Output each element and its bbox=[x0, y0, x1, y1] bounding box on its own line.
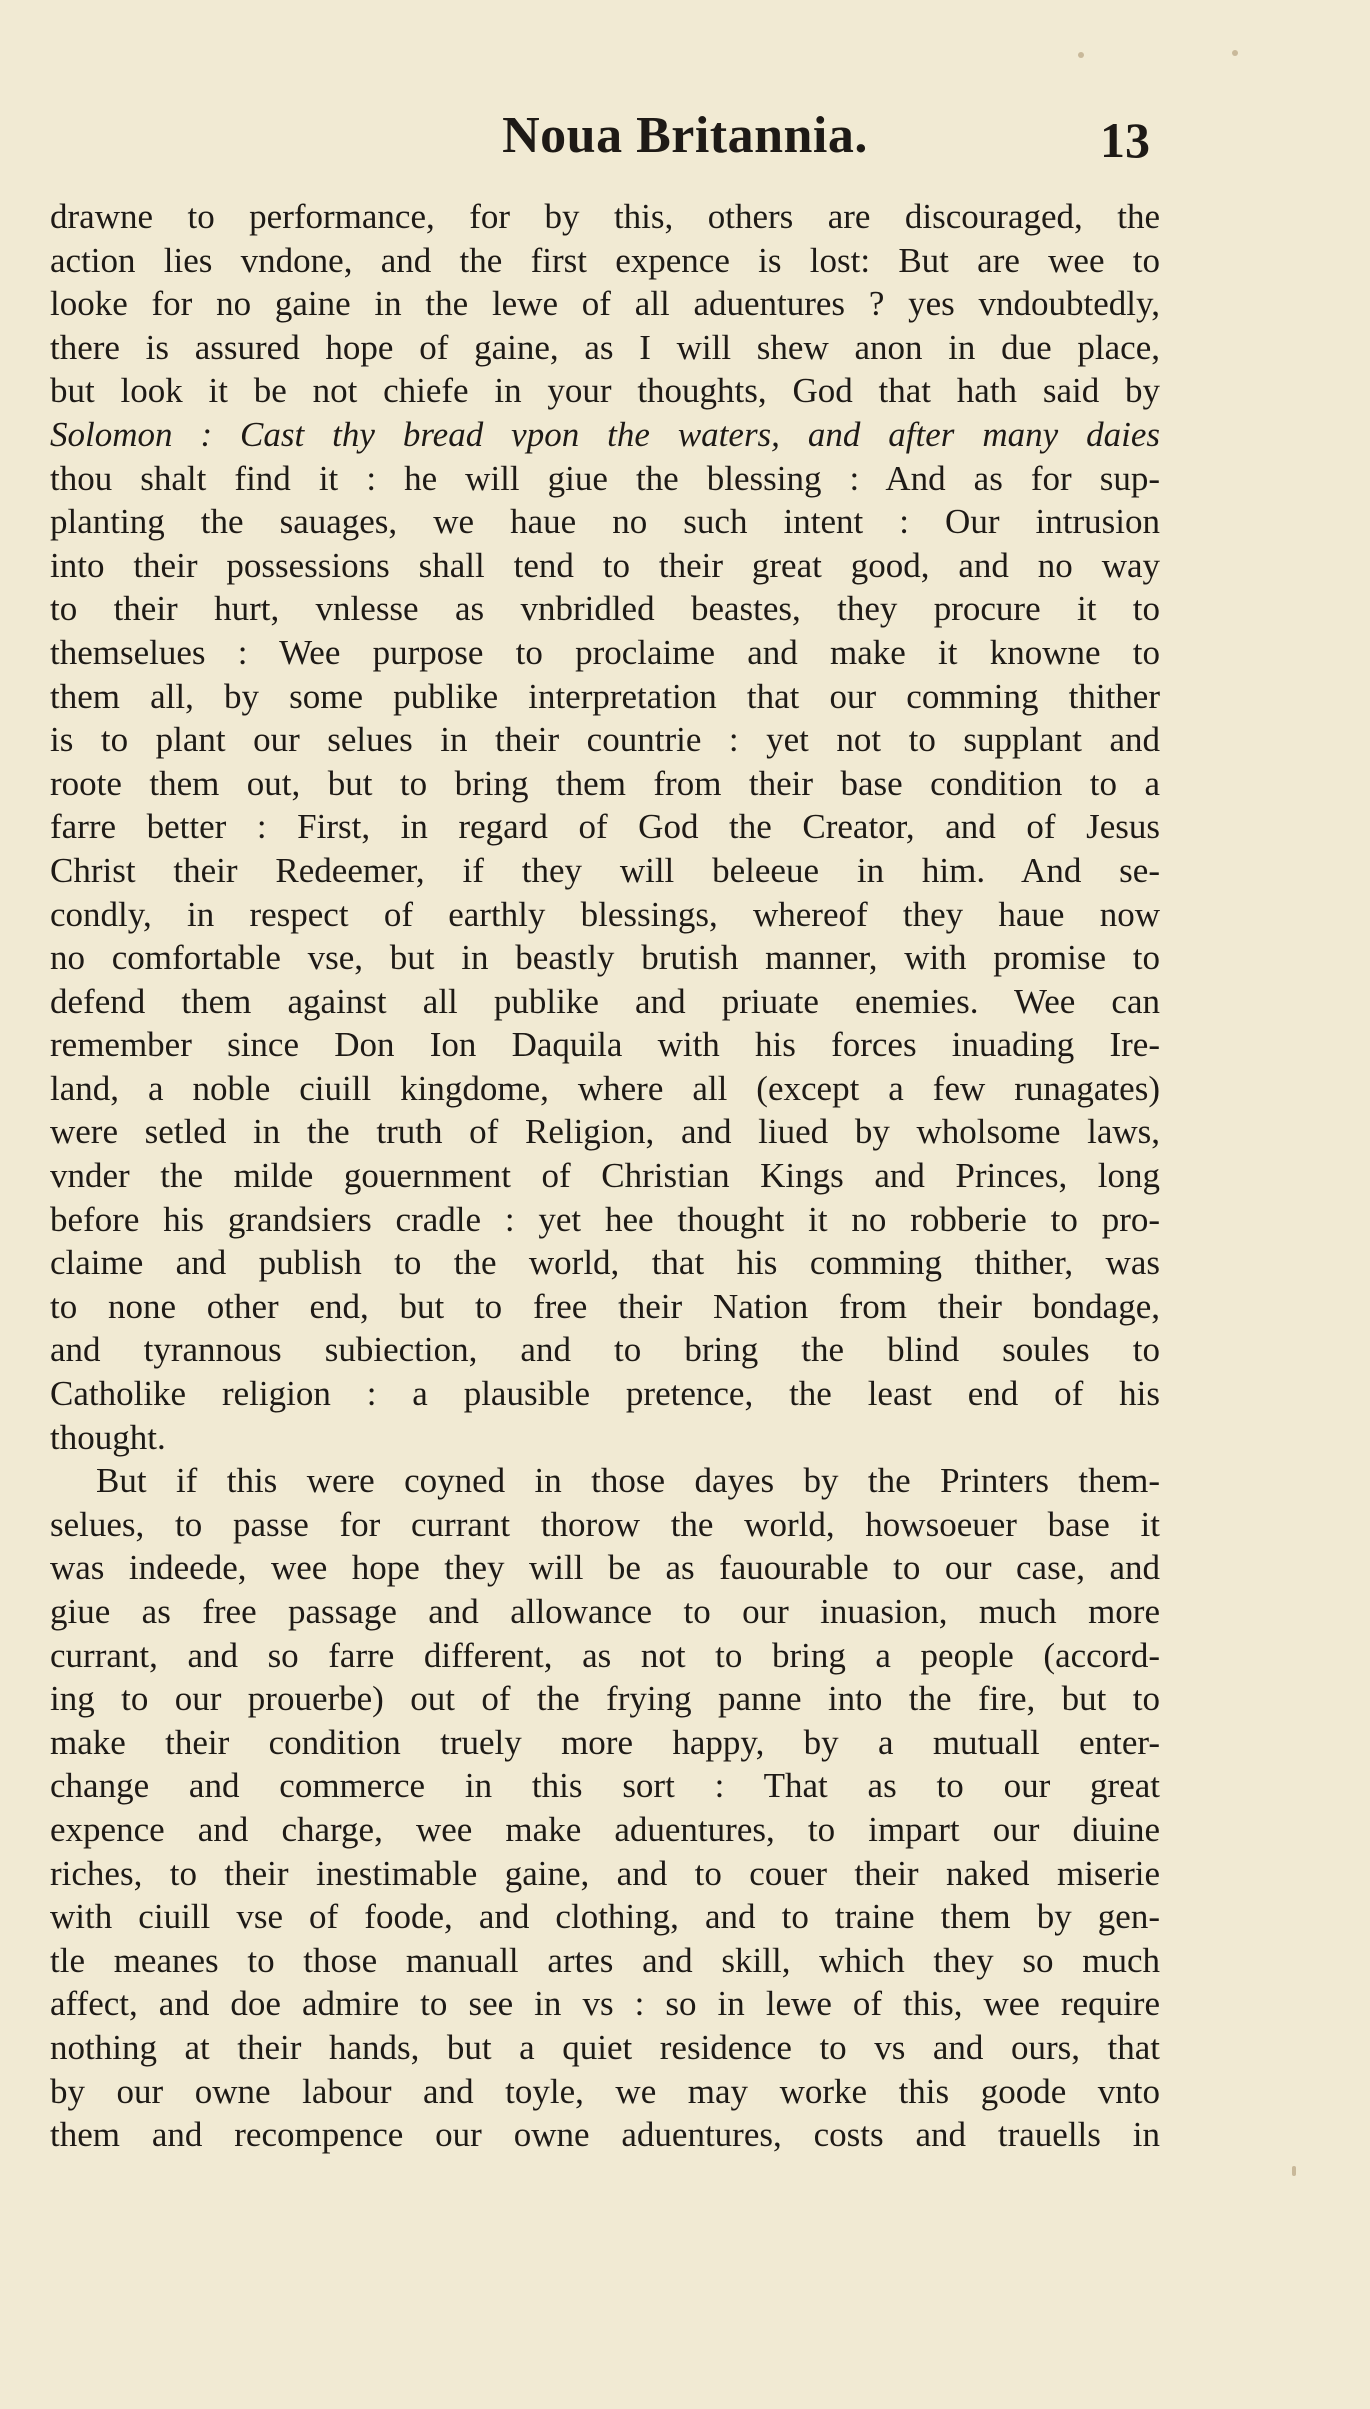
text-line: nothing at their hands, but a quiet residence to vs and ours, that bbox=[50, 2027, 1160, 2067]
running-title: Noua Britannia. bbox=[502, 107, 868, 164]
text-line: currant, and so farre different, as not to bring a people (accord- bbox=[50, 1635, 1160, 1675]
paper-speck bbox=[1078, 52, 1084, 58]
text-line: claime and publish to the world, that his comming thither, was bbox=[50, 1243, 1160, 1283]
text-line: with ciuill vse of foode, and clothing, and to traine them by gen- bbox=[50, 1897, 1160, 1937]
text-line: remember since Don Ion Daquila with his forces inuading Ire- bbox=[50, 1025, 1160, 1065]
text-line: riches, to their inestimable gaine, and to couer their naked miserie bbox=[50, 1853, 1160, 1893]
text-line: But if this were coyned in those dayes by the Printers them- bbox=[96, 1461, 1160, 1501]
text-line: and tyrannous subiection, and to bring the blind soules to bbox=[50, 1330, 1160, 1370]
text-line: land, a noble ciuill kingdome, where all (except a few runagates) bbox=[50, 1068, 1160, 1108]
text-line: themselues : Wee purpose to proclaime and make it knowne to bbox=[50, 632, 1160, 672]
paper-speck bbox=[1232, 50, 1238, 56]
text-line: thought. bbox=[50, 1417, 166, 1457]
text-line: no comfortable vse, but in beastly brutish manner, with promise to bbox=[50, 938, 1160, 978]
text-line: is to plant our selues in their countrie : yet not to supplant and bbox=[50, 720, 1160, 760]
text-line: action lies vndone, and the first expence is lost: But are wee to bbox=[50, 240, 1160, 280]
text-line: giue as free passage and allowance to our inuasion, much more bbox=[50, 1592, 1160, 1631]
page-number: 13 bbox=[1100, 112, 1150, 168]
body-text bbox=[50, 195, 1160, 2157]
text-line: into their possessions shall tend to their great good, and no way bbox=[50, 545, 1160, 585]
text-line: roote them out, but to bring them from their base condition to a bbox=[50, 763, 1160, 803]
text-line: them all, by some publike interpretation that our comming thither bbox=[50, 676, 1160, 716]
text-line: expence and charge, wee make aduentures, to impart our diuine bbox=[50, 1809, 1160, 1849]
text-line: selues, to passe for currant thorow the world, howsoeuer base it bbox=[50, 1504, 1160, 1544]
text-line: were setled in the truth of Religion, and liued by wholsome laws, bbox=[50, 1112, 1160, 1152]
page-header bbox=[0, 100, 1370, 170]
text-line: them and recompence our owne aduentures, costs and trauells in bbox=[50, 2115, 1160, 2155]
text-line: Catholike religion : a plausible pretence, the least end of his bbox=[50, 1374, 1160, 1414]
text-line: to their hurt, vnlesse as vnbridled beastes, they procure it to bbox=[50, 589, 1160, 629]
text-line: make their condition truely more happy, by a mutuall enter- bbox=[50, 1722, 1160, 1762]
text-line: planting the sauages, we haue no such intent : Our intrusion bbox=[50, 502, 1160, 542]
text-line: tle meanes to those manuall artes and skill, which they so much bbox=[50, 1940, 1160, 1980]
paper-speck bbox=[1292, 2166, 1296, 2176]
text-line: Christ their Redeemer, if they will beleeue in him. And se- bbox=[50, 850, 1160, 890]
paragraph bbox=[50, 195, 1160, 1459]
text-line: but look it be not chiefe in your thoughts, God that hath said by bbox=[50, 371, 1160, 411]
text-line: thou shalt find it : he will giue the blessing : And as for sup- bbox=[50, 458, 1160, 498]
text-line: ing to our prouerbe) out of the frying panne into the fire, but to bbox=[50, 1679, 1160, 1719]
text-line: condly, in respect of earthly blessings, whereof they haue now bbox=[50, 894, 1160, 934]
text-line: before his grandsiers cradle : yet hee thought it no robberie to pro- bbox=[50, 1199, 1160, 1239]
text-line: Solomon : Cast thy bread vpon the waters, and after many daies bbox=[50, 414, 1160, 454]
text-line: by our owne labour and toyle, we may worke this goode vnto bbox=[50, 2071, 1160, 2111]
text-line: change and commerce in this sort : That as to our great bbox=[50, 1766, 1160, 1806]
text-line: was indeede, wee hope they will be as fauourable to our case, and bbox=[50, 1548, 1160, 1588]
text-line: looke for no gaine in the lewe of all aduentures ? yes vndoubtedly, bbox=[50, 284, 1160, 324]
text-line: vnder the milde gouernment of Christian Kings and Princes, long bbox=[50, 1156, 1160, 1196]
text-line: to none other end, but to free their Nation from their bondage, bbox=[50, 1286, 1160, 1326]
text-line: drawne to performance, for by this, others are discouraged, the bbox=[50, 197, 1160, 236]
text-line: farre better : First, in regard of God the Creator, and of Jesus bbox=[50, 807, 1160, 847]
text-line: there is assured hope of gaine, as I will shew anon in due place, bbox=[50, 327, 1160, 367]
text-line: defend them against all publike and priuate enemies. Wee can bbox=[50, 981, 1160, 1021]
text-line: affect, and doe admire to see in vs : so in lewe of this, wee require bbox=[50, 1984, 1160, 2024]
paragraph bbox=[50, 1459, 1160, 2157]
